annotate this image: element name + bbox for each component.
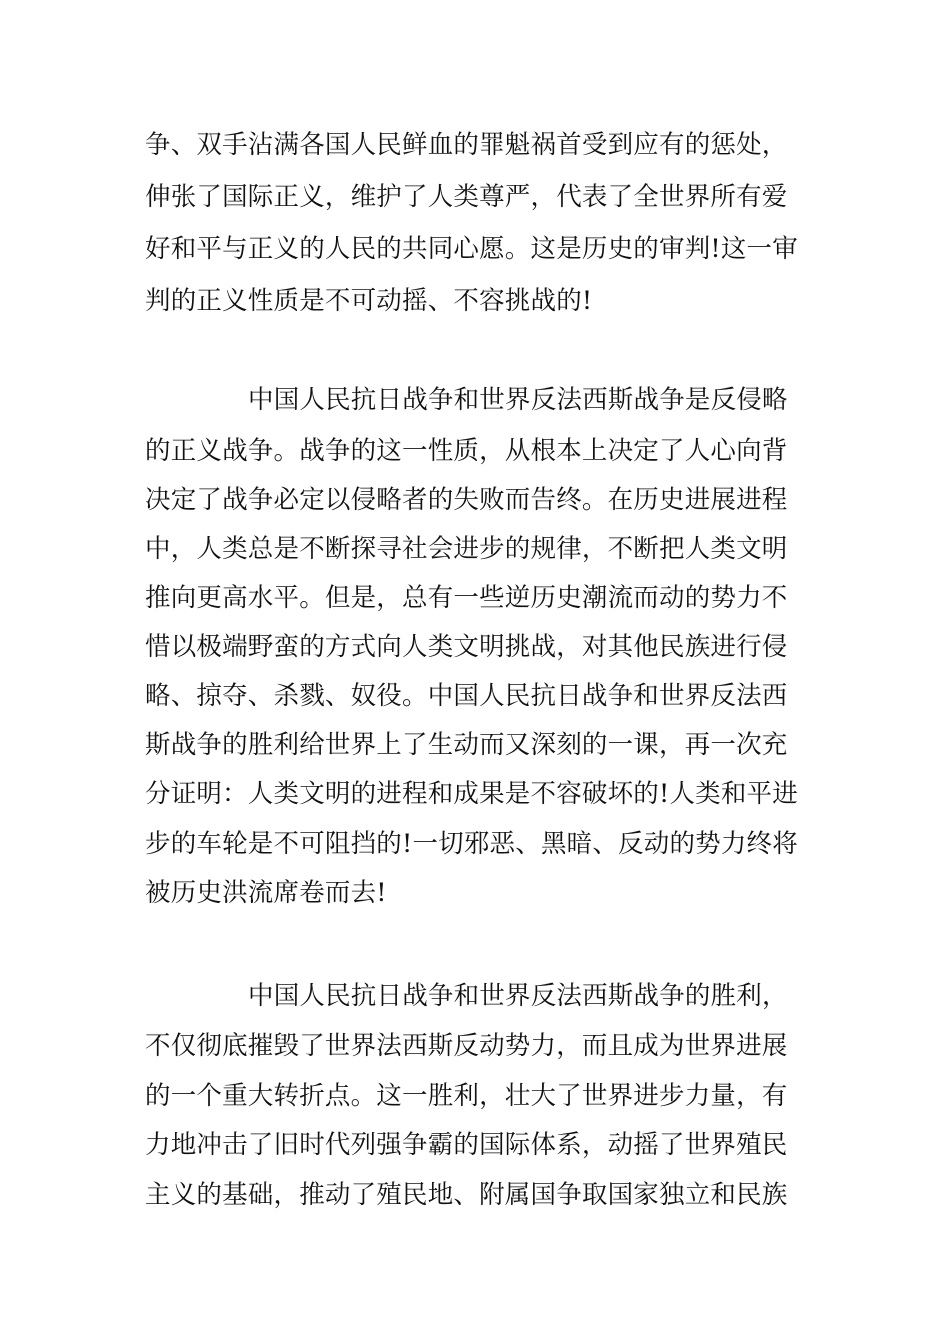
text-line: 主义的基础，推动了殖民地、附属国争取国家独立和民族 <box>145 1180 788 1210</box>
text-line: 力地冲击了旧时代列强争霸的国际体系，动摇了世界殖民 <box>145 1130 788 1160</box>
text-line: 被历史洪流席卷而去! <box>145 878 387 908</box>
text-line: 惜以极端野蛮的方式向人类文明挑战，对其他民族进行侵 <box>145 632 788 662</box>
text-line: 步的车轮是不可阻挡的!一切邪恶、黑暗、反动的势力终将 <box>145 829 798 859</box>
text-line: 争、双手沾满各国人民鲜血的罪魁祸首受到应有的惩处， <box>145 130 788 160</box>
text-line: 的正义战争。战争的这一性质，从根本上决定了人心向背 <box>145 436 788 466</box>
text-line: 中国人民抗日战争和世界反法西斯战争的胜利， <box>248 981 788 1011</box>
text-line: 中，人类总是不断探寻社会进步的规律，不断把人类文明 <box>145 534 788 564</box>
text-line: 判的正义性质是不可动摇、不容挑战的! <box>145 286 593 316</box>
text-line: 的一个重大转折点。这一胜利，壮大了世界进步力量，有 <box>145 1081 788 1111</box>
text-line: 好和平与正义的人民的共同心愿。这是历史的审判!这一审 <box>145 234 798 264</box>
text-line: 决定了战争必定以侵略者的失败而告终。在历史进展进程 <box>145 485 788 515</box>
text-line: 分证明：人类文明的进程和成果是不容破坏的!人类和平进 <box>145 779 798 809</box>
text-line: 斯战争的胜利给世界上了生动而又深刻的一课，再一次充 <box>145 730 788 760</box>
text-line: 略、掠夺、杀戮、奴役。中国人民抗日战争和世界反法西 <box>145 681 788 711</box>
text-line: 伸张了国际正义，维护了人类尊严，代表了全世界所有爱 <box>145 182 788 212</box>
text-line: 中国人民抗日战争和世界反法西斯战争是反侵略 <box>248 385 788 415</box>
text-line: 推向更高水平。但是，总有一些逆历史潮流而动的势力不 <box>145 583 788 613</box>
text-line: 不仅彻底摧毁了世界法西斯反动势力，而且成为世界进展 <box>145 1031 788 1061</box>
